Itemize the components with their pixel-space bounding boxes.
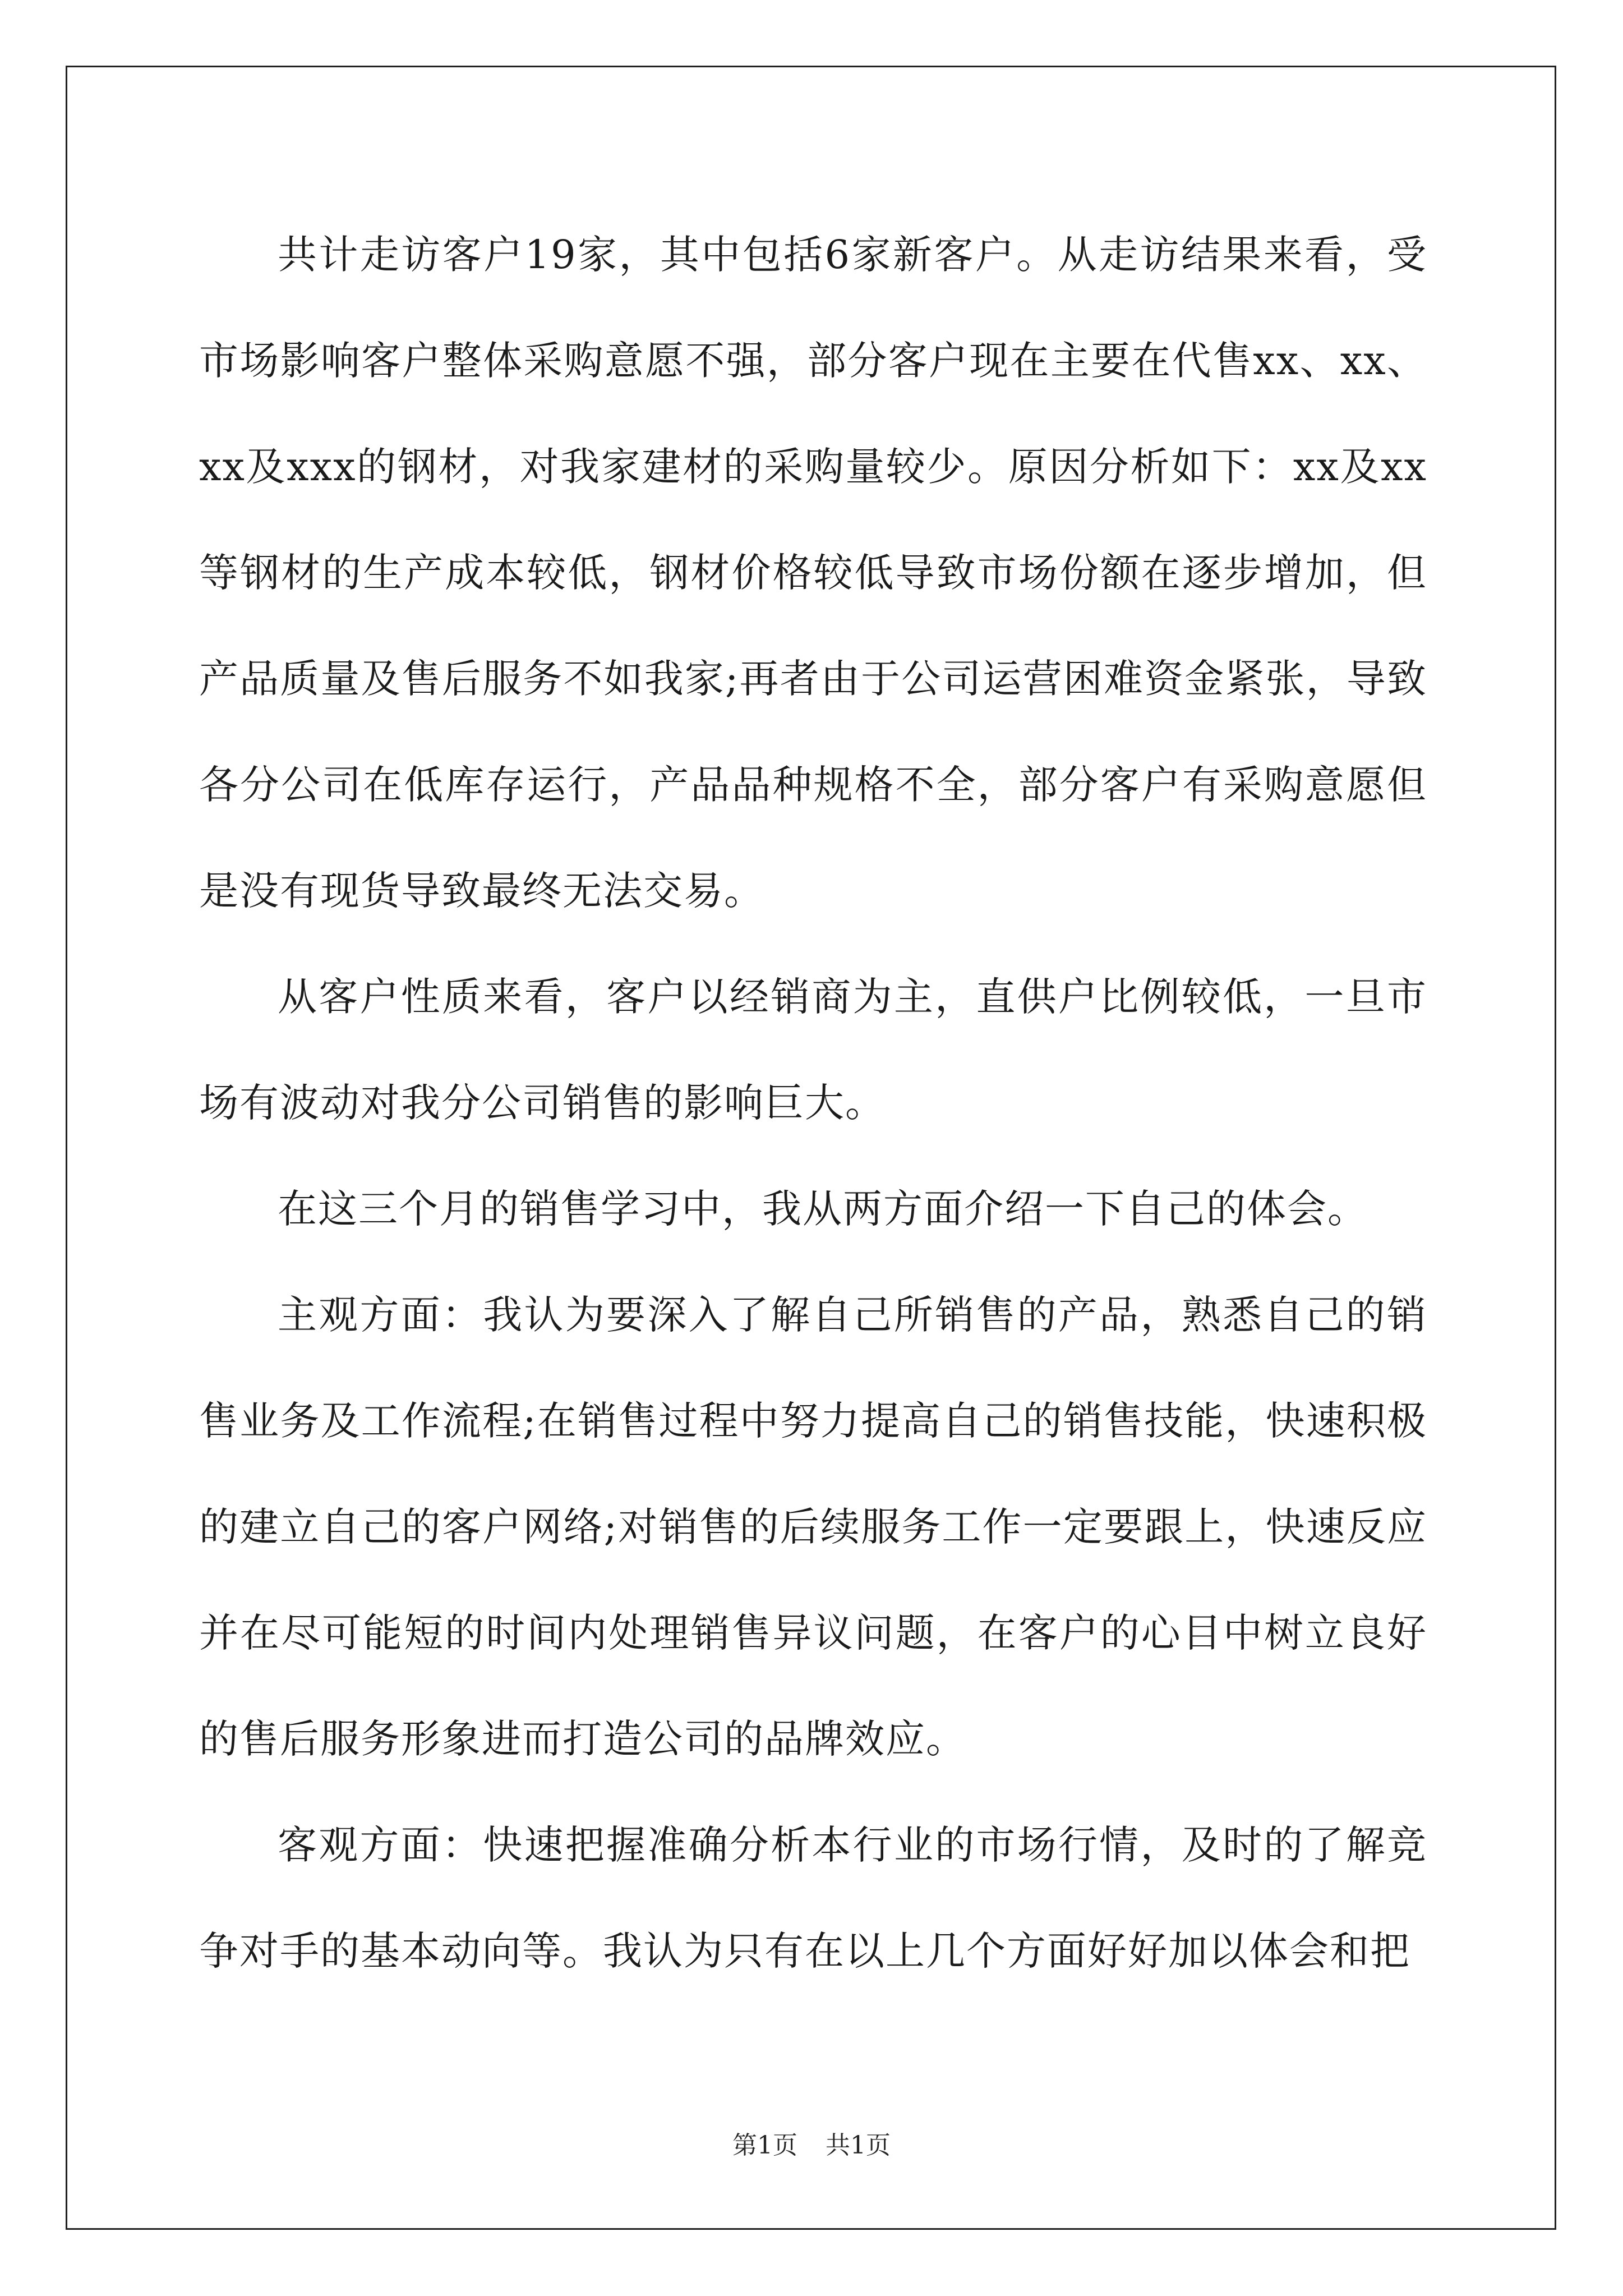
page-footer	[0, 2129, 1623, 2162]
paragraph-3: 在这三个月的销售学习中，我从两方面介绍一下自己的体会。	[278, 1186, 1368, 1232]
document-body	[199, 202, 1427, 2004]
page-number: 第1页	[732, 2131, 797, 2160]
paragraph-1: 共计走访客户19家，其中包括6家新客户。从走访结果来看，受市场影响客户整体采购意愿不强，部分客户现在主要在代售xx、xx、xx及xxx的钢材，对我家建材的采购量较少。原因分析如下：xx及xx等钢材的生产成本较低，钢材价格较低导致市场份额在逐步增加，但产品质量及售后服务不如我家;再者由于公司运营困难资金紧张，导致各分公司在低库存运行，产品品种规格不全，部分客户有采购意愿但是没有现货导致最终无法交易。	[199, 232, 1427, 914]
paragraph-5: 客观方面：快速把握准确分析本行业的市场行情，及时的了解竞争对手的基本动向等。我认为只有在以上几个方面好好加以体会和把	[199, 1822, 1427, 1974]
paragraph-4: 主观方面：我认为要深入了解自己所销售的产品，熟悉自己的销售业务及工作流程;在销售过程中努力提高自己的销售技能，快速积极的建立自己的客户网络;对销售的后续服务工作一定要跟上，快速反应并在尽可能短的时间内处理销售异议问题，在客户的心目中树立良好的售后服务形象进而打造公司的品牌效应。	[199, 1292, 1427, 1762]
page-total: 共1页	[826, 2131, 891, 2160]
paragraph-2: 从客户性质来看，客户以经销商为主，直供户比例较低，一旦市场有波动对我分公司销售的影响巨大。	[199, 974, 1427, 1126]
